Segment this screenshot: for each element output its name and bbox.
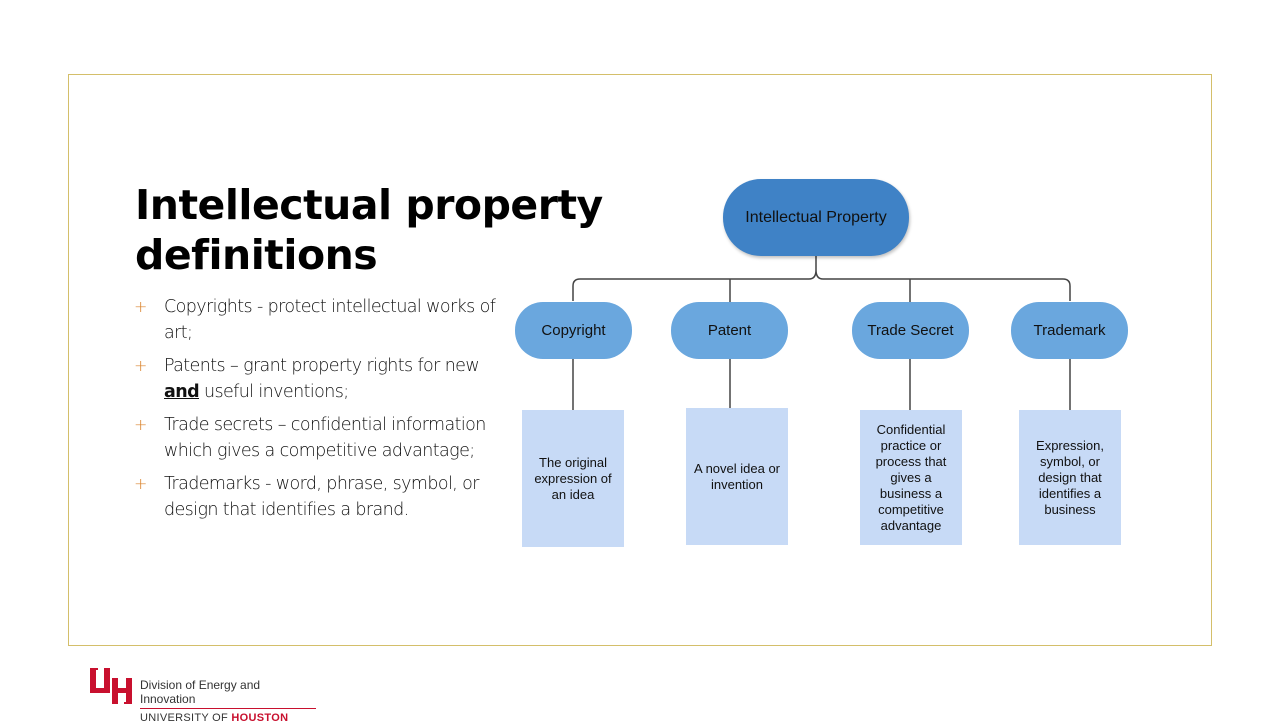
bullet-text-post: useful inventions; bbox=[199, 382, 349, 402]
bullet-text: Copyrights - protect intellectual works of art; bbox=[164, 297, 496, 343]
bullet-copyrights bbox=[134, 294, 506, 346]
bullet-text: Trade secrets – confidential information which gives a competitive advantage; bbox=[164, 415, 486, 461]
bullet-text-pre: Patents – grant property rights for new bbox=[164, 356, 480, 376]
bullet-emphasis: and bbox=[164, 382, 199, 402]
footer-branding bbox=[140, 678, 316, 724]
bullet-patents bbox=[134, 353, 506, 405]
plus-bullet-icon: + bbox=[134, 356, 147, 375]
university-prefix: UNIVERSITY OF bbox=[140, 712, 232, 724]
plus-bullet-icon: + bbox=[134, 415, 147, 434]
university-houston: HOUSTON bbox=[231, 712, 289, 724]
bullet-trademarks bbox=[134, 471, 506, 523]
slide-title: Intellectual property definitions bbox=[135, 181, 603, 279]
desc-copyright: The original expression of an idea bbox=[522, 410, 624, 547]
node-trademark: Trademark bbox=[1011, 302, 1128, 359]
plus-bullet-icon: + bbox=[134, 297, 147, 316]
university-name bbox=[140, 712, 316, 724]
root-brace-connector bbox=[573, 256, 1070, 301]
division-name: Division of Energy and Innovation bbox=[140, 678, 316, 709]
bullet-trade-secrets bbox=[134, 412, 506, 464]
desc-trade-secret: Confidential practice or process that gives a business a competitive advantage bbox=[860, 410, 962, 545]
node-copyright: Copyright bbox=[515, 302, 632, 359]
definition-list bbox=[134, 294, 506, 530]
node-intellectual-property: Intellectual Property bbox=[723, 179, 909, 256]
bullet-text: Trademarks - word, phrase, symbol, or design that identifies a brand. bbox=[164, 474, 479, 520]
plus-bullet-icon: + bbox=[134, 474, 147, 493]
ip-hierarchy-diagram bbox=[500, 170, 1160, 570]
node-trade-secret: Trade Secret bbox=[852, 302, 969, 359]
node-patent: Patent bbox=[671, 302, 788, 359]
desc-trademark: Expression, symbol, or design that identifies a business bbox=[1019, 410, 1121, 545]
desc-patent: A novel idea or invention bbox=[686, 408, 788, 545]
uh-logo-icon bbox=[90, 666, 132, 706]
